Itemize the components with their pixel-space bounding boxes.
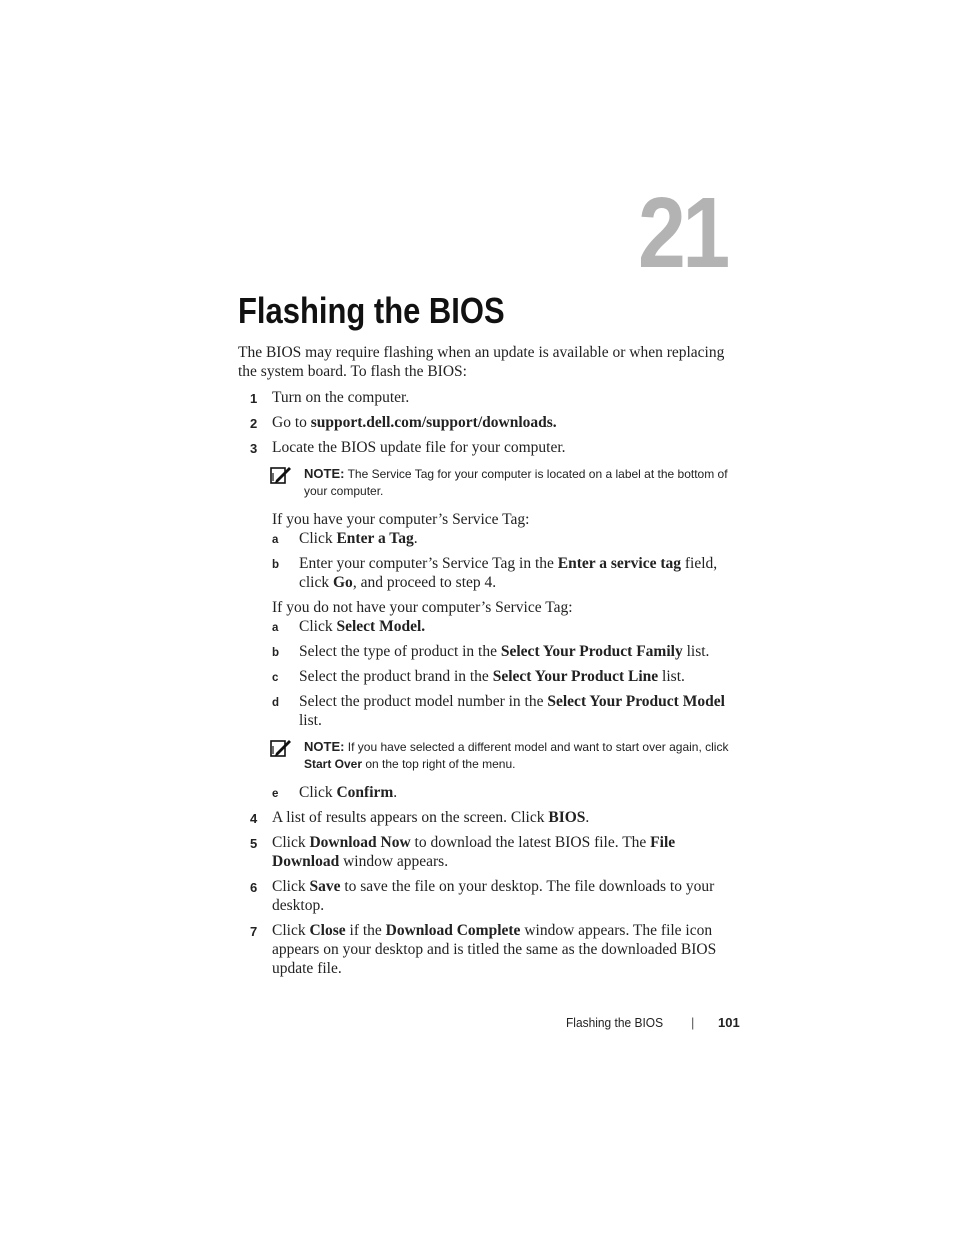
step-text: Go to bbox=[272, 414, 311, 431]
substep-a: a Click Enter a Tag. bbox=[238, 529, 738, 548]
substep-c: c Select the product brand in the Select Your Product Line list. bbox=[238, 667, 738, 686]
step-number: 3 bbox=[250, 441, 258, 456]
step-text: Turn on the computer. bbox=[272, 389, 410, 406]
note-text: The Service Tag for your computer is located on a label at the bottom of your computer. bbox=[304, 467, 728, 498]
step-number: 7 bbox=[250, 924, 258, 939]
support-url: support.dell.com/support/downloads. bbox=[310, 414, 557, 431]
substep-letter: b bbox=[272, 647, 280, 659]
substep-letter: c bbox=[272, 672, 279, 684]
step-4: 4 A list of results appears on the screen. Click BIOS. bbox=[250, 809, 590, 826]
step-number: 4 bbox=[250, 811, 258, 826]
note-label: NOTE: bbox=[304, 466, 345, 481]
chapter-number: 21 bbox=[638, 177, 727, 289]
substep-b: b Select the type of product in the Select Your Product Family list. bbox=[238, 642, 738, 661]
substep-e: e Click Confirm. bbox=[238, 783, 738, 802]
if-no-tag-text: If you do not have your computer’s Service Tag: bbox=[272, 599, 573, 616]
substep-letter: b bbox=[272, 559, 280, 571]
substep-letter: a bbox=[272, 534, 279, 546]
intro-paragraph: The BIOS may require flashing when an update is available or when replacing the system board. To flash the BIOS: bbox=[238, 344, 725, 380]
step-6: 6 Click Save to save the file on your desktop. The file downloads to your desktop. bbox=[250, 878, 715, 914]
step-number: 6 bbox=[250, 880, 258, 895]
substep-letter: a bbox=[272, 622, 279, 634]
footer-section-title: Flashing the BIOS bbox=[566, 1015, 664, 1030]
note-label: NOTE: bbox=[304, 739, 345, 754]
note-start-over: NOTE: If you have selected a different model and want to start over again, click Start Over on the top right of the menu. bbox=[238, 738, 738, 773]
note-service-tag bbox=[238, 465, 738, 500]
substep-letter: d bbox=[272, 697, 280, 709]
if-tag-text: If you have your computer’s Service Tag: bbox=[272, 511, 530, 528]
substep-d: d Select the product model number in the Select Your Product Model list. bbox=[272, 693, 725, 729]
page-title: Flashing the BIOS bbox=[238, 290, 505, 331]
substep-a: a Click Select Model. bbox=[238, 617, 738, 636]
step-5: 5 Click Download Now to download the latest BIOS file. The File Download window appears. bbox=[250, 834, 676, 870]
pencil-note-icon bbox=[270, 465, 292, 485]
step-number: 2 bbox=[250, 416, 258, 431]
substep-letter: e bbox=[272, 788, 279, 800]
step-7: 7 Click Close if the Download Complete window appears. The file icon appears on your desktop and is titled the same as the downloaded BIOS update file. bbox=[250, 922, 717, 977]
pencil-note-icon bbox=[270, 738, 292, 758]
page-number: 101 bbox=[718, 1015, 740, 1030]
step-3 bbox=[238, 438, 738, 457]
substep-b: b Enter your computer’s Service Tag in the Enter a service tag field, click Go, and proceed to step 4. bbox=[272, 555, 718, 591]
start-over-label: Start Over bbox=[304, 757, 363, 771]
step-text: Locate the BIOS update file for your computer. bbox=[272, 439, 566, 456]
step-1 bbox=[238, 388, 738, 407]
step-number: 1 bbox=[250, 391, 258, 406]
step-2 bbox=[238, 413, 738, 432]
footer-separator: | bbox=[691, 1015, 695, 1030]
main-content bbox=[238, 343, 738, 984]
step-number: 5 bbox=[250, 836, 258, 851]
